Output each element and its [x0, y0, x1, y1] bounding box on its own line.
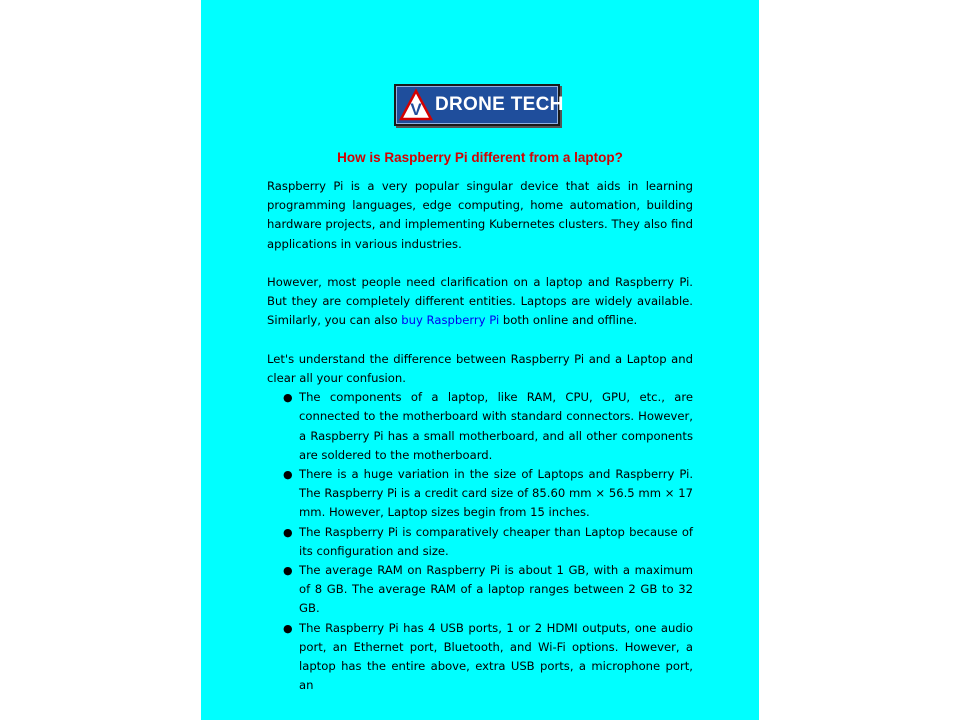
drone-tech-logo: [394, 84, 564, 126]
document-page: [201, 0, 759, 720]
list-item: [283, 388, 693, 465]
list-item-text: There is a huge variation in the size of Laptops and Raspberry Pi. The Raspberry Pi is a credit card size of 85.60 mm × 56.5 mm × 17 mm. However, Laptop sizes begin from 15 inches.: [299, 467, 693, 520]
list-item: [283, 561, 693, 619]
article-body: [267, 177, 693, 695]
list-item-text: The average RAM on Raspberry Pi is about 1 GB, with a maximum of 8 GB. The average RAM of a laptop ranges between 2 GB to 32 GB.: [299, 563, 693, 616]
warning-triangle-logo-icon: [399, 88, 433, 122]
bullet-icon: ●: [283, 525, 293, 539]
logo-text: DRONE TECH: [435, 94, 564, 115]
intro-paragraph: Raspberry Pi is a very popular singular device that aids in learning programming languages, edge computing, home automation, building hardware projects, and implementing Kubernetes clusters. They also find applications in various industries.: [267, 179, 693, 251]
bullet-icon: ●: [283, 621, 293, 635]
bullet-icon: ●: [283, 564, 293, 578]
clarification-paragraph: [267, 273, 693, 331]
list-item: [283, 465, 693, 523]
list-item: [283, 523, 693, 561]
bullet-icon: ●: [283, 468, 293, 482]
buy-raspberry-pi-link[interactable]: buy Raspberry Pi: [401, 313, 500, 328]
differences-list: [267, 388, 693, 695]
clarification-text: However, most people need clarification on a laptop and Raspberry Pi. But they are completely different entities. Laptops are widely available. Similarly, you can also: [267, 275, 693, 328]
logo-banner: [396, 86, 564, 124]
clarification-text-end: both online and offline.: [499, 313, 638, 328]
list-item-text: The components of a laptop, like RAM, CPU, GPU, etc., are connected to the motherboard with standard connectors. However, a Raspberry Pi has a small motherboard, and all other components are soldered to the motherboard.: [299, 390, 693, 462]
article-title: How is Raspberry Pi different from a laptop?: [337, 150, 623, 165]
difference-intro-paragraph: Let's understand the difference between Raspberry Pi and a Laptop and clear all your confusion.: [267, 351, 693, 385]
list-item: [283, 619, 693, 696]
logo-letter: V: [410, 100, 422, 119]
bullet-icon: ●: [283, 391, 293, 405]
list-item-text: The Raspberry Pi has 4 USB ports, 1 or 2 HDMI outputs, one audio port, an Ethernet port, Bluetooth, and Wi-Fi options. However, a laptop has the entire above, extra USB ports, a microphone port, an: [299, 620, 693, 693]
list-item-text: The Raspberry Pi is comparatively cheaper than Laptop because of its configuration and size.: [299, 524, 693, 558]
